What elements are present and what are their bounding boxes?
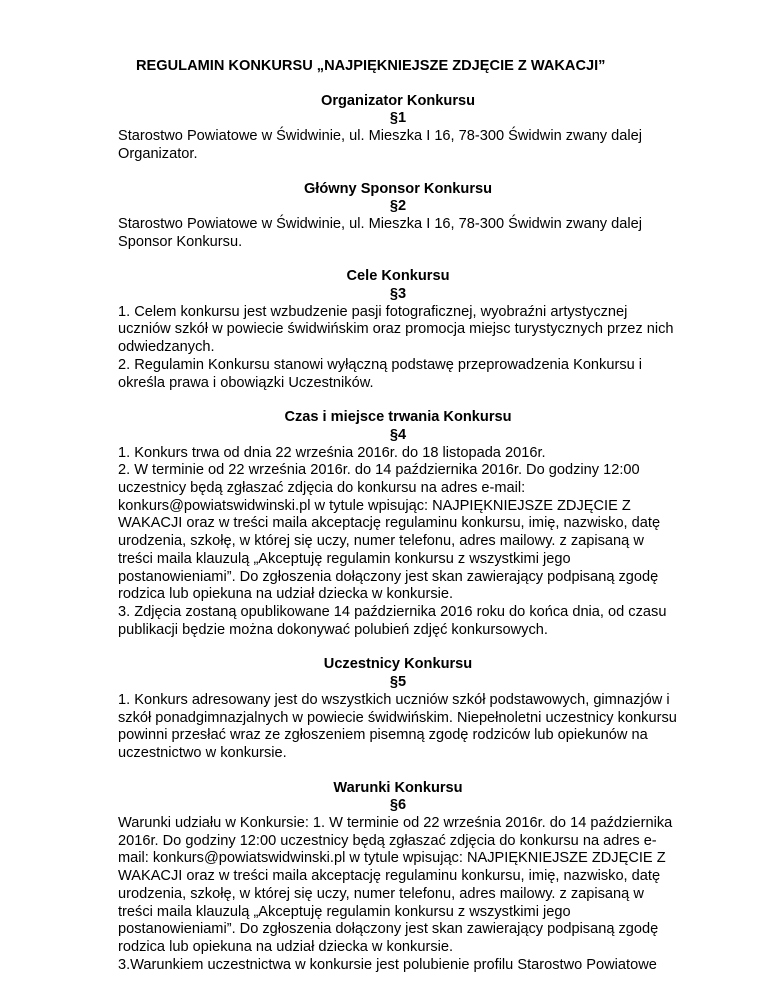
paragraph-number: §5	[389, 674, 407, 691]
section-text: 1. Celem konkursu jest wzbudzenie pasji fotograficznej, wyobraźni artystycznej uczniów szkół w powiecie świdwińskim oraz promocja miejsc turystycznych przez nich odwiedzanych.	[118, 303, 674, 356]
document-page	[118, 58, 678, 991]
section-text: 3.Warunkiem uczestnictwa w konkursie jest polubienie profilu Starostwo Powiatowe	[118, 956, 657, 973]
section-heading: Organizator Konkursu	[320, 92, 476, 109]
section-heading: Warunki Konkursu	[333, 779, 463, 796]
section-text: Warunki udziału w Konkursie: 1. W terminie od 22 września 2016r. do 14 października 2016r. Do godziny 12:00 uczestnicy będą zgłaszać zdjęcia do konkursu na adres e-mail: konkurs@powiatswidwinski.pl w tytule wpisując: NAJPIĘKNIEJSZE ZDJĘCIE Z WAKACJI oraz w treści maila akceptację regulaminu konkursu, imię, nazwisko, datę urodzenia, szkołę, w której się uczy, numer telefonu, adres mailowy. z zapisaną w treści maila klauzulą „Akceptuję regulamin konkursu z wszystkimi jego postanowieniami”. Do zgłoszenia dołączony jest skan zawierający podpisaną zgodę rodzica lub opiekuna na udział dziecka w konkursie.	[118, 815, 673, 955]
section-participants	[118, 656, 678, 762]
paragraph-number: §6	[389, 797, 407, 814]
document-title: REGULAMIN KONKURSU „NAJPIĘKNIEJSZE ZDJĘCIE Z WAKACJI”	[136, 58, 606, 74]
section-heading: Cele Konkursu	[346, 268, 450, 285]
section-heading: Uczestnicy Konkursu	[323, 656, 473, 673]
section-time-place	[118, 409, 678, 639]
section-text: 1. Konkurs trwa od dnia 22 września 2016r. do 18 listopada 2016r.	[118, 444, 546, 461]
paragraph-number: §3	[389, 286, 407, 303]
section-heading: Czas i miejsce trwania Konkursu	[284, 409, 512, 426]
section-text: 3. Zdjęcia zostaną opublikowane 14 października 2016 roku do końca dnia, od czasu publikacji będzie można dokonywać polubień zdjęć konkursowych.	[118, 603, 667, 638]
section-heading: Główny Sponsor Konkursu	[303, 180, 493, 197]
paragraph-number: §1	[389, 110, 407, 127]
section-text: 2. W terminie od 22 września 2016r. do 14 października 2016r. Do godziny 12:00 uczestnicy będą zgłaszać zdjęcia do konkursu na adres e-mail: konkurs@powiatswidwinski.pl w tytule wpisując: NAJPIĘKNIEJSZE ZDJĘCIE Z WAKACJI oraz w treści maila akceptację regulaminu konkursu, imię, nazwisko, datę urodzenia, szkołę, w której się uczy, numer telefonu, adres mailowy. z zapisaną w treści maila klauzulą „Akceptuję regulamin konkursu z wszystkimi jego postanowieniami”. Do zgłoszenia dołączony jest skan zawierający podpisaną zgodę rodzica lub opiekuna na udział dziecka w konkursie.	[118, 462, 661, 603]
section-text: 1. Konkurs adresowany jest do wszystkich uczniów szkół podstawowych, gimnazjów i szkół ponadgimnazjalnych w powiecie świdwińskim. Niepełnoletni uczestnicy konkursu powinni przesłać wraz ze zgłoszeniem pisemną zgodę rodziców lub opiekunów na uczestnictwo w konkursie.	[118, 691, 677, 761]
paragraph-number: §2	[389, 198, 407, 215]
section-goals	[118, 268, 678, 392]
section-organizer	[118, 93, 678, 164]
section-conditions	[118, 780, 678, 975]
section-text: Starostwo Powiatowe w Świdwinie, ul. Mieszka I 16, 78-300 Świdwin zwany dalej Organizator.	[118, 128, 642, 162]
paragraph-number: §4	[389, 426, 407, 443]
section-text: 2. Regulamin Konkursu stanowi wyłączną podstawę przeprowadzenia Konkursu i określa prawa i obowiązki Uczestników.	[118, 356, 643, 391]
section-text: Starostwo Powiatowe w Świdwinie, ul. Mieszka I 16, 78-300 Świdwin zwany dalej Sponsor Konkursu.	[118, 215, 642, 250]
section-sponsor	[118, 181, 678, 252]
